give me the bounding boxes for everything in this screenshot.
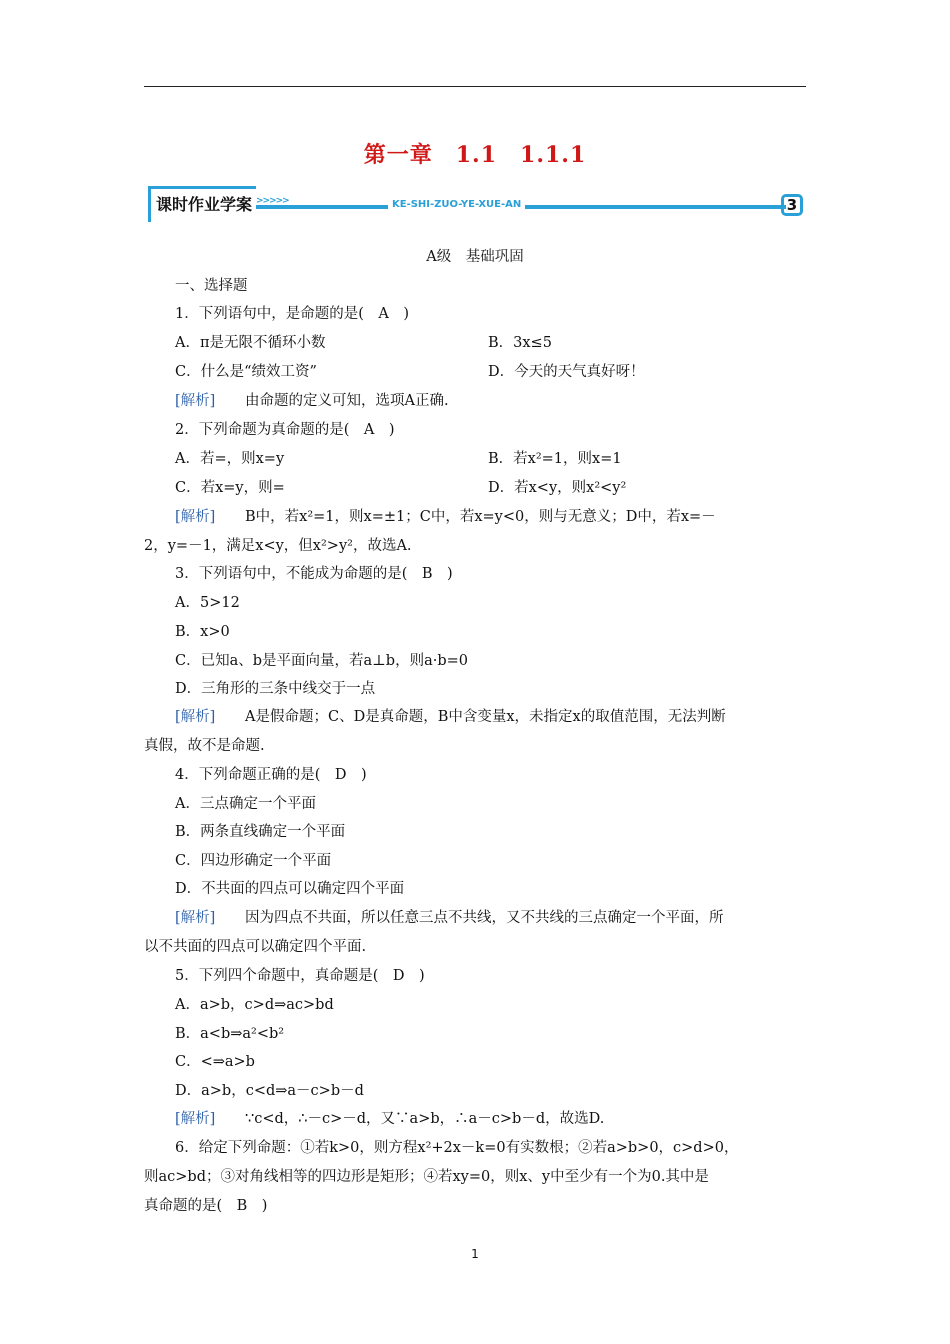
q2-analysis-label: [解析]	[175, 509, 216, 525]
q3-analysis-label: [解析]	[175, 709, 216, 725]
q3-stem: 3．下列语句中，不能成为命题的是( B )	[175, 566, 453, 582]
q6-line2: 则ac>bd；③对角线相等的四边形是矩形；④若xy=0，则x、y中至少有一个为0.其中是	[144, 1169, 709, 1185]
section-heading: A级 基础巩固	[426, 249, 524, 265]
q4-option-d: D．不共面的四点可以确定四个平面	[175, 881, 405, 897]
q4-analysis-label: [解析]	[175, 910, 216, 926]
top-rule	[144, 86, 806, 87]
q4-stem: 4．下列命题正确的是( D )	[175, 767, 367, 783]
banner-number: 3	[781, 194, 803, 216]
homework-banner	[148, 186, 806, 226]
q1-analysis-label: [解析]	[175, 393, 216, 409]
banner-pinyin: KE-SHI-ZUO-YE-XUE-AN	[388, 199, 525, 210]
banner-arrows: >>>>>	[256, 196, 289, 206]
q5-option-d: D．a>b，c<d⇒a－c>b－d	[175, 1083, 364, 1099]
q2-option-a: A．若=，则x=y	[175, 451, 285, 467]
q4-analysis-line2: 以不共面的四点可以确定四个平面.	[144, 939, 367, 955]
q2-stem: 2．下列命题为真命题的是( A )	[175, 422, 395, 438]
q5-option-b: B．a<b⇒a²<b²	[175, 1026, 285, 1042]
chapter-title: 第一章 1.1 1.1.1	[363, 142, 587, 168]
q1-option-a: A．π是无限不循环小数	[175, 335, 326, 351]
q3-option-b: B．x>0	[175, 624, 230, 640]
q6-line3: 真命题的是( B )	[144, 1198, 268, 1214]
q4-option-b: B．两条直线确定一个平面	[175, 824, 346, 840]
q5-analysis: ∵c<d，∴－c>－d，又∵a>b，∴a－c>b－d，故选D.	[245, 1111, 605, 1127]
q1-option-b: B．3x≤5	[488, 335, 552, 351]
subsection-heading: 一、选择题	[175, 278, 248, 294]
q1-analysis: 由命题的定义可知，选项A正确.	[245, 393, 449, 409]
q4-option-a: A．三点确定一个平面	[175, 796, 316, 812]
q3-option-d: D．三角形的三条中线交于一点	[175, 681, 376, 697]
q3-analysis-line1: A是假命题；C、D是真命题，B中含变量x，未指定x的取值范围，无法判断	[245, 709, 726, 725]
q5-option-c: C．<⇒a>b	[175, 1054, 255, 1070]
q1-stem: 1．下列语句中，是命题的是( A )	[175, 306, 410, 322]
q3-option-a: A．5>12	[175, 595, 240, 611]
q2-analysis-line2: 2，y=－1，满足x<y，但x²>y²，故选A.	[144, 538, 412, 554]
q4-analysis-line1: 因为四点不共面，所以任意三点不共线，又不共线的三点确定一个平面，所	[245, 910, 724, 926]
q1-option-d: D．今天的天气真好呀！	[488, 364, 645, 380]
q2-analysis-line1: B中，若x²=1，则x=±1；C中，若x=y<0，则与无意义；D中，若x=－	[245, 509, 716, 525]
q2-option-d: D．若x<y，则x²<y²	[488, 480, 627, 496]
q3-analysis-line2: 真假，故不是命题.	[144, 738, 265, 754]
q5-analysis-label: [解析]	[175, 1111, 216, 1127]
q5-stem: 5．下列四个命题中，真命题是( D )	[175, 968, 425, 984]
page-number: 1	[471, 1247, 479, 1261]
q2-option-c: C．若x=y，则=	[175, 480, 285, 496]
q1-option-c: C．什么是“绩效工资”	[175, 364, 317, 380]
banner-label: 课时作业学案	[156, 195, 253, 214]
q6-line1: 6．给定下列命题：①若k>0，则方程x²+2x－k=0有实数根；②若a>b>0，c>d>0，	[175, 1140, 739, 1156]
q3-option-c: C．已知a、b是平面向量，若a⊥b，则a·b=0	[175, 653, 468, 669]
q4-option-c: C．四边形确定一个平面	[175, 853, 332, 869]
q2-option-b: B．若x²=1，则x=1	[488, 451, 622, 467]
q5-option-a: A．a>b，c>d⇒ac>bd	[175, 997, 334, 1013]
